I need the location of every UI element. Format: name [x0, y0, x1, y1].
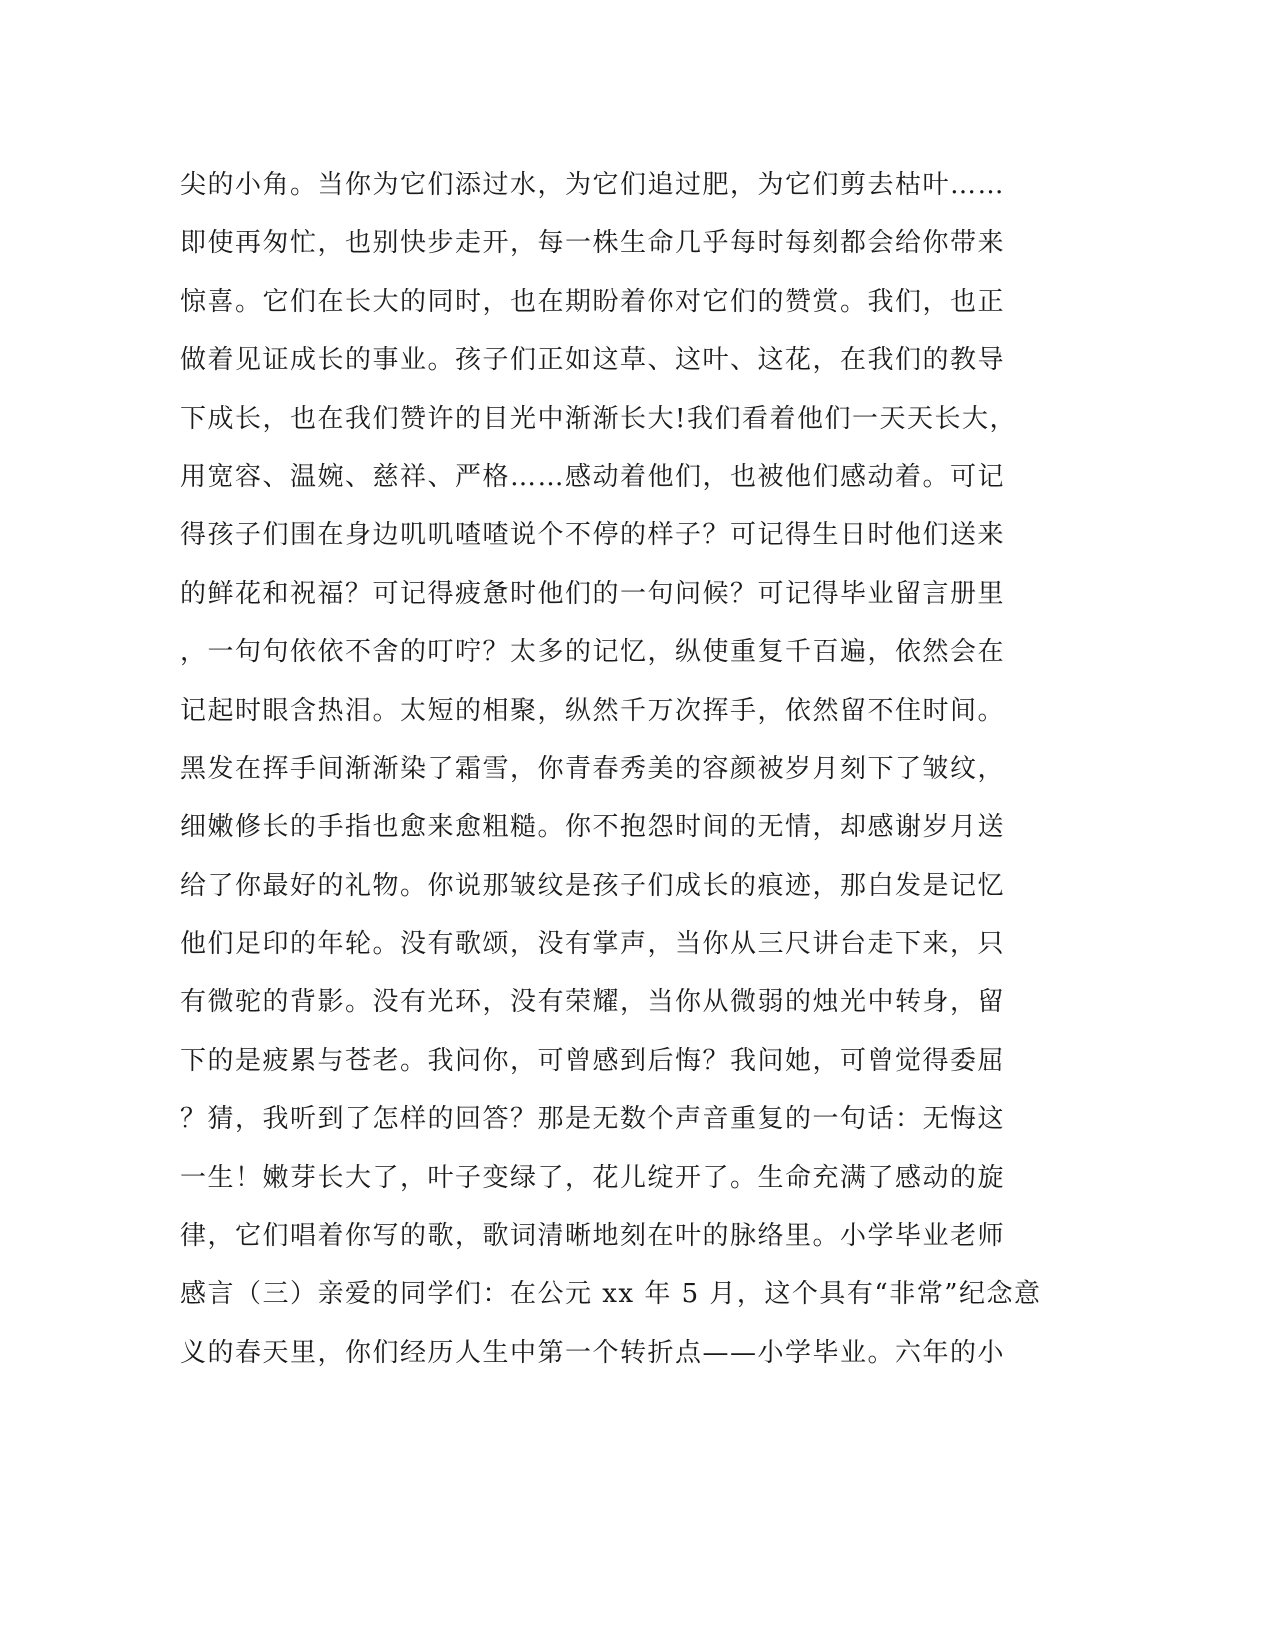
- text-line: 有微驼的背影。没有光环，没有荣耀，当你从微弱的烛光中转身，留: [180, 987, 1006, 1018]
- text-line: 做着见证成长的事业。孩子们正如这草、这叶、这花，在我们的教导: [180, 345, 1006, 376]
- text-line: 即使再匆忙，也别快步走开，每一株生命几乎每时每刻都会给你带来: [180, 228, 1006, 259]
- text-line: 尖的小角。当你为它们添过水，为它们追过肥，为它们剪去枯叶……: [180, 170, 1006, 200]
- text-line: 义的春天里，你们经历人生中第一个转折点——小学毕业。六年的小: [180, 1337, 1006, 1368]
- text-line: 下的是疲累与苍老。我问你，可曾感到后悔？我问她，可曾觉得委屈: [180, 1045, 1006, 1076]
- body-text: [180, 156, 1040, 1382]
- text-line: 下成长，也在我们赞许的目光中渐渐长大!我们看着他们一天天长大，: [180, 403, 1017, 434]
- text-line: 一生！嫩芽长大了，叶子变绿了，花儿绽开了。生命充满了感动的旋: [180, 1162, 1006, 1193]
- text-line: 用宽容、温婉、慈祥、严格……感动着他们，也被他们感动着。可记: [180, 461, 1006, 492]
- text-line: 细嫩修长的手指也愈来愈粗糙。你不抱怨时间的无情，却感谢岁月送: [180, 812, 1006, 843]
- text-line: 的鲜花和祝福？可记得疲惫时他们的一句问候？可记得毕业留言册里: [180, 578, 1006, 609]
- text-line: 记起时眼含热泪。太短的相聚，纵然千万次挥手，依然留不住时间。: [180, 695, 1006, 726]
- text-line: 得孩子们围在身边叽叽喳喳说个不停的样子？可记得生日时他们送来: [180, 520, 1006, 551]
- text-line: ？猜，我听到了怎样的回答？那是无数个声音重复的一句话：无悔这: [180, 1104, 1006, 1135]
- text-line: 给了你最好的礼物。你说那皱纹是孩子们成长的痕迹，那白发是记忆: [180, 870, 1006, 901]
- text-line: 他们足印的年轮。没有歌颂，没有掌声，当你从三尺讲台走下来，只: [180, 929, 1006, 960]
- text-line: ，一句句依依不舍的叮咛？太多的记忆，纵使重复千百遍，依然会在: [180, 637, 1006, 668]
- text-line: 律，它们唱着你写的歌，歌词清晰地刻在叶的脉络里。小学毕业老师: [180, 1221, 1006, 1252]
- text-line: 惊喜。它们在长大的同时，也在期盼着你对它们的赞赏。我们，也正: [180, 286, 1006, 317]
- text-line: 感言（三）亲爱的同学们：在公元 xx 年 5 月，这个具有“非常”纪念意: [180, 1279, 1042, 1310]
- text-line: 黑发在挥手间渐渐染了霜雪，你青春秀美的容颜被岁月刻下了皱纹，: [180, 753, 1006, 784]
